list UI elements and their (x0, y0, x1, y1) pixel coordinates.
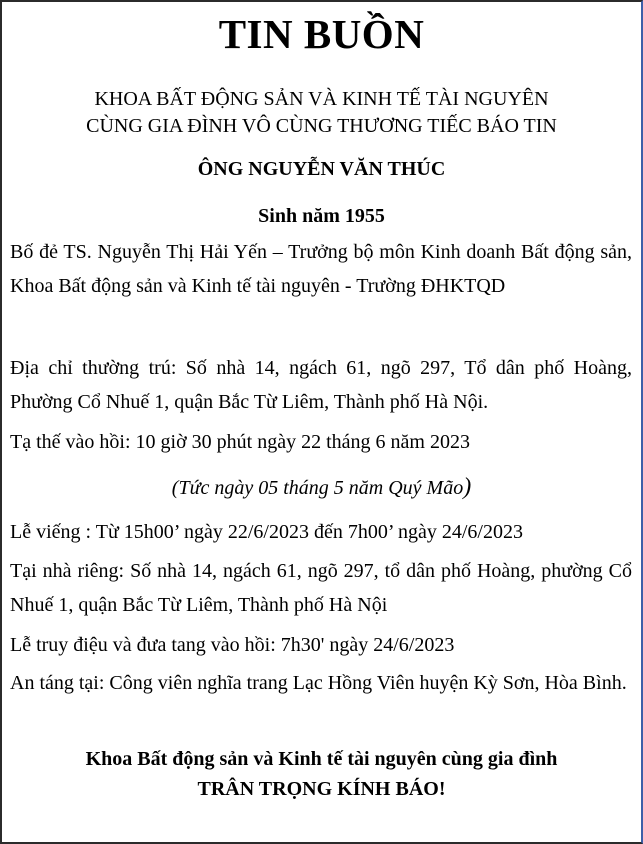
location-paragraph: Tại nhà riêng: Số nhà 14, ngách 61, ngõ 297, tổ dân phố Hoàng, phường Cổ Nhuế 1, quận Bắc Từ Liêm, Thành phố Hà Nội (10, 560, 632, 616)
birth-year: Sinh năm 1955 (258, 205, 385, 227)
lunar-date (2, 472, 641, 503)
burial-paragraph: An táng tại: Công viên nghĩa trang Lạc Hồng Viên huyện Kỳ Sơn, Hòa Bình. (10, 672, 627, 694)
closing-line-2: TRÂN TRỌNG KÍNH BÁO! (197, 778, 446, 800)
header-line-2: CÙNG GIA ĐÌNH VÔ CÙNG THƯƠNG TIẾC BÁO TIN (86, 115, 557, 137)
relation-paragraph: Bố đẻ TS. Nguyễn Thị Hải Yến – Trưởng bộ môn Kinh doanh Bất động sản, Khoa Bất động sản và Kinh tế tài nguyên - Trường ĐHKTQD (10, 241, 632, 297)
lunar-date-close: ) (463, 474, 472, 500)
address-paragraph: Địa chỉ thường trú: Số nhà 14, ngách 61, ngõ 297, Tổ dân phố Hoàng, Phường Cổ Nhuế 1, quận Bắc Từ Liêm, Thành phố Hà Nội. (10, 357, 632, 413)
closing-line-1: Khoa Bất động sản và Kinh tế tài nguyên cùng gia đình (85, 748, 558, 770)
viewing-time: Lễ viếng : Từ 15h00’ ngày 22/6/2023 đến 7h00’ ngày 24/6/2023 (10, 521, 523, 543)
passed-time: Tạ thế vào hồi: 10 giờ 30 phút ngày 22 tháng 6 năm 2023 (10, 431, 470, 453)
memorial-time: Lễ truy điệu và đưa tang vào hồi: 7h30' ngày 24/6/2023 (10, 634, 455, 656)
header-line-1: KHOA BẤT ĐỘNG SẢN VÀ KINH TẾ TÀI NGUYÊN (94, 88, 549, 110)
lunar-date-text: (Tức ngày 05 tháng 5 năm Quý Mão (171, 477, 464, 499)
deceased-name: ÔNG NGUYỄN VĂN THÚC (197, 158, 446, 180)
notice-title: TIN BUỒN (218, 11, 425, 57)
